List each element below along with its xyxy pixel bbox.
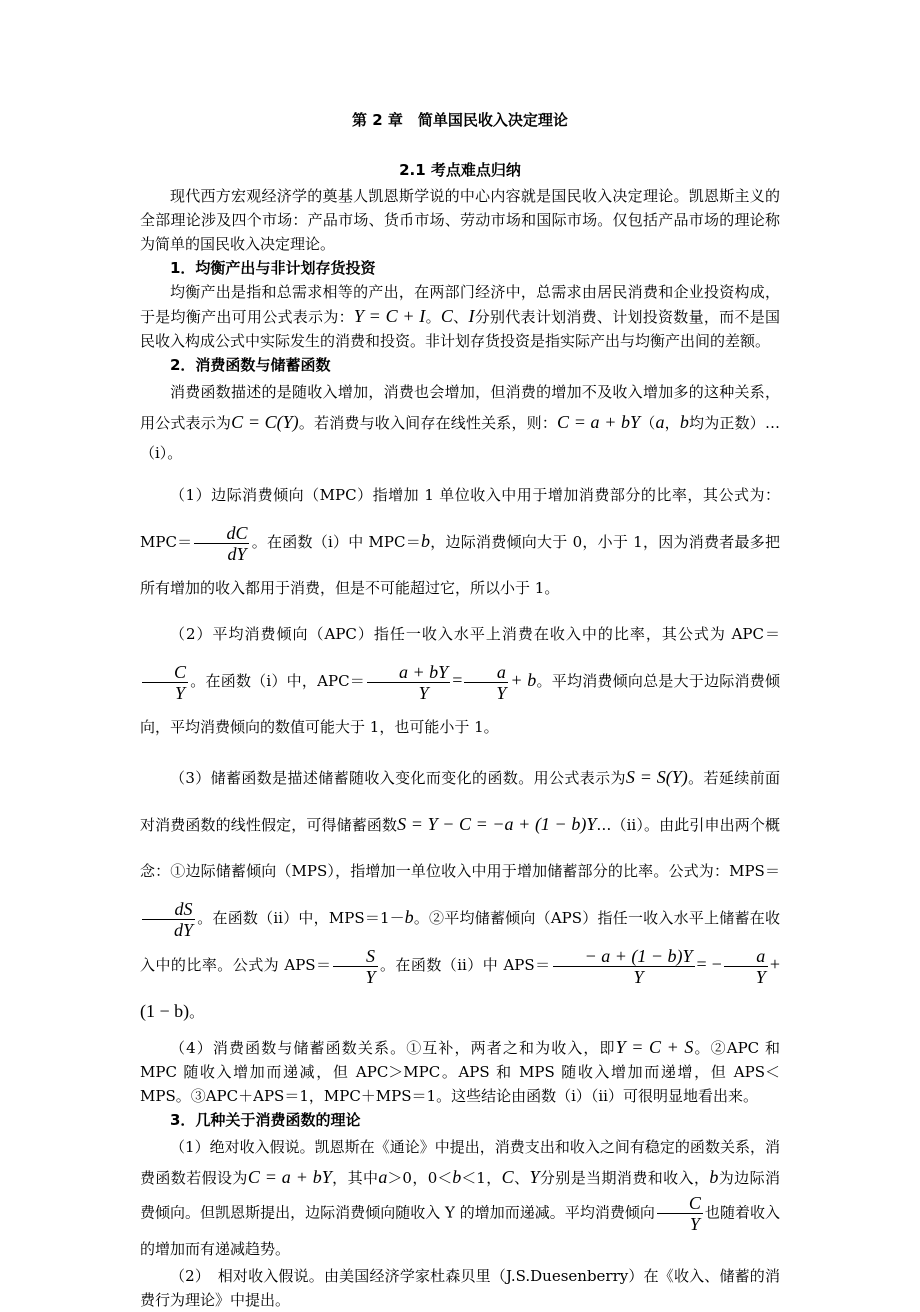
equilibrium-paragraph: 均衡产出是指和总需求相等的产出，在两部门经济中，总需求由居民消费和企业投资构成，于是均衡产出可用公式表示为：Y = C + I。C、I分别代表计划消费、计划投资数量，而不是国民收入构成公式中实际发生的消费和投资。非计划存货投资是指实际产出与均衡产出间的差额。: [140, 283, 780, 350]
dc-dy-fraction: $\frac{dC}{dY}$: [194, 523, 249, 564]
subsection-3-title: 3．几种关于消费函数的理论: [170, 1111, 361, 1129]
a-over-y-fraction: $\frac{a}{Y}$: [464, 662, 508, 703]
absolute-income-paragraph: （1）绝对收入假说。凯恩斯在《通论》中提出，消费支出和收入之间有稳定的函数关系，消费函数若假设为C = a + bY，其中a＞0，0＜b＜1，C、Y分别是当期消费和收入，b为边际消费倾向。但凯恩斯提出，边际消费倾向随收入 Y 的增加而递减。平均消费倾向 $\frac{C}{Y}$ 也随着收入的增加而有递减趋势。: [140, 1138, 780, 1258]
saving-function-paragraph: （3）储蓄函数是描述储蓄随收入变化而变化的函数。用公式表示为S = S(Y)。若延续前面对消费函数的线性假定，可得储蓄函数S = Y − C = −a + (1 − b)Y…（ii）。由此引申出两个概念：①边际储蓄倾向（MPS），指增加一单位收入中用于增加储蓄部分的比率。公式为：MPS＝ $\frac{dS}{dY}$ 。在函数（ii）中，MPS＝1－b。②平均储蓄倾向（APS）指任一收入水平上储蓄在收入中的比率。公式为 APS＝ $\frac{S}{Y}$ 。在函数（ii）中 APS＝ $\frac{- a + (1 - b)Y}{Y}$ = − $\frac{a}{Y}$ + (1 − b)。: [140, 767, 780, 1021]
a-over-y-fraction-2: $\frac{a}{Y}$: [724, 946, 768, 987]
chapter-title: 第 2 章 简单国民收入决定理论: [352, 111, 568, 129]
apc-fraction: $\frac{a + bY}{Y}$: [367, 662, 450, 703]
section-title: 2.1 考点难点归纳: [399, 161, 521, 179]
relation-paragraph: （4）消费函数与储蓄函数关系。①互补，两者之和为收入，即Y = C + S。②APC 和 MPC 随收入增加而递减，但 APC＞MPC。APS 和 MPS 随收入增加而递增，但 APS＜MPS。③APC＋APS＝1，MPC＋MPS＝1。这些结论由函数（i）（ii）可很明显地看出来。: [140, 1037, 781, 1105]
subsection-2-title: 2．消费函数与储蓄函数: [170, 356, 331, 374]
relative-income-paragraph: （2） 相对收入假说。由美国经济学家杜森贝里（J.S.Duesenberry）在《收入、储蓄的消费行为理论》中提出。: [140, 1267, 780, 1309]
subsection-1-title: 1．均衡产出与非计划存货投资: [170, 259, 376, 277]
c-over-y-fraction-2: $\frac{C}{Y}$: [657, 1193, 703, 1234]
consumption-function-paragraph: 消费函数描述的是随收入增加，消费也会增加，但消费的增加不及收入增加多的这种关系，用公式表示为C = C(Y)。若消费与收入间存在线性关系，则：C = a + bY（a，b均为正数）…（i）。: [140, 383, 780, 462]
c-over-y-fraction: $\frac{C}{Y}$: [142, 662, 188, 703]
mpc-paragraph: （1）边际消费倾向（MPC）指增加 1 单位收入中用于增加消费部分的比率，其公式为：MPC＝ $\frac{dC}{dY}$ 。在函数（i）中 MPC＝b，边际消费倾向大于 0，小于 1，因为消费者最多把所有增加的收入都用于消费，但是不可能超过它，所以小于 1。: [140, 486, 780, 597]
intro-paragraph: 现代西方宏观经济学的奠基人凯恩斯学说的中心内容就是国民收入决定理论。凯恩斯主义的全部理论涉及四个市场：产品市场、货币市场、劳动市场和国际市场。仅包括产品市场的理论称为简单的国民收入决定理论。: [140, 187, 780, 253]
s-over-y-fraction: $\frac{S}{Y}$: [333, 946, 377, 987]
aps-fraction: $\frac{- a + (1 - b)Y}{Y}$: [553, 946, 695, 987]
document-page: [140, 108, 780, 1312]
ds-dy-fraction: $\frac{dS}{dY}$: [142, 899, 195, 940]
apc-paragraph: （2）平均消费倾向（APC）指任一收入水平上消费在收入中的比率，其公式为 APC＝ $\frac{C}{Y}$ 。在函数（i）中，APC＝ $\frac{a + bY}{Y}$ = $\frac{a}{Y}$ + b。平均消费倾向总是大于边际消费倾向，平均消费倾向的数值可能大于 1，也可能小于 1。: [140, 625, 781, 736]
